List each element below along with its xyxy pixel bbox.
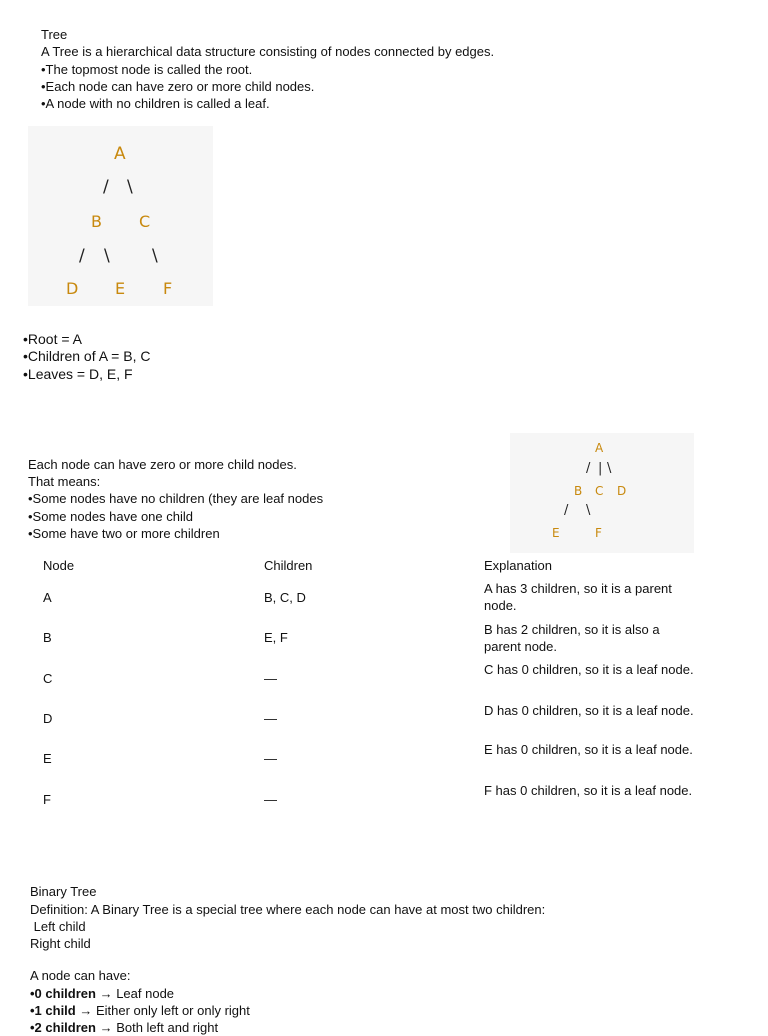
binary-item-text: → Both left and right — [95, 1020, 219, 1035]
table-cell-explanation: B has 2 children, so it is also a parent node. — [484, 622, 660, 654]
tree-edge-c-f: \ — [152, 246, 158, 266]
binary-item-label: •0 children — [30, 986, 96, 1001]
tree2-node-c: C — [595, 484, 604, 498]
tree-node-e: E — [115, 279, 126, 298]
table-cell-explanation: E has 0 children, so it is a leaf node. — [484, 742, 693, 757]
binary-right-child: Right child — [30, 936, 91, 951]
tree2-node-d: D — [617, 484, 627, 498]
section-title-tree: Tree — [41, 27, 68, 42]
binary-item-text: → Leaf node — [95, 986, 175, 1001]
children-bullet-leaf: •Some nodes have no children (they are leaf nodes — [28, 491, 324, 506]
summary-children: •Children of A = B, C — [23, 348, 151, 364]
tree2-node-b: B — [574, 484, 583, 498]
tree-node-b: B — [91, 212, 102, 231]
tree-bullet-leaf: •A node with no children is called a leaf. — [41, 96, 270, 111]
tree-edge-a-b: / — [103, 177, 109, 197]
table-cell-children: — — [264, 751, 277, 766]
table-cell-children: B, C, D — [264, 590, 306, 605]
table-cell-explanation: A has 3 children, so it is a parent node. — [484, 581, 672, 613]
table-cell-children: E, F — [264, 630, 288, 645]
tree2-node-f: F — [595, 526, 602, 540]
table-cell-children: — — [264, 711, 277, 726]
children-bullet-two: •Some have two or more children — [28, 526, 220, 541]
tree-node-f: F — [163, 279, 173, 298]
tree2-edge-a-c: | — [598, 461, 603, 476]
tree-edge-b-d: / — [79, 246, 85, 266]
table-cell-explanation: C has 0 children, so it is a leaf node. — [484, 662, 694, 677]
binary-item-label: •1 child — [30, 1003, 76, 1018]
table-header-explanation: Explanation — [484, 558, 552, 573]
table-cell-explanation: D has 0 children, so it is a leaf node. — [484, 703, 694, 718]
section-title-binary-tree: Binary Tree — [30, 884, 97, 899]
table-cell-explanation: F has 0 children, so it is a leaf node. — [484, 783, 693, 798]
tree2-edge-a-b: / — [586, 461, 591, 476]
binary-item-0 — [30, 985, 174, 1002]
tree2-edge-b-f: \ — [586, 503, 591, 518]
tree-definition: A Tree is a hierarchical data structure consisting of nodes connected by edges. — [41, 44, 495, 59]
tree2-edge-b-e: / — [564, 503, 569, 518]
tree2-edge-a-d: \ — [607, 461, 612, 476]
tree-edge-b-e: \ — [104, 246, 110, 266]
binary-item-text: → Either only left or only right — [75, 1003, 250, 1018]
binary-item-1 — [30, 1002, 250, 1019]
tree-node-d: D — [66, 279, 79, 298]
table-header-children: Children — [264, 558, 313, 573]
tree-bullet-root: •The topmost node is called the root. — [41, 62, 253, 77]
tree2-node-e: E — [552, 526, 560, 540]
table-cell-node: E — [43, 751, 52, 766]
tree-bullet-children: •Each node can have zero or more child nodes. — [41, 79, 315, 94]
children-means: That means: — [28, 474, 101, 489]
table-cell-children: — — [264, 792, 277, 807]
binary-can-have: A node can have: — [30, 968, 131, 983]
tree-edge-a-c: \ — [127, 177, 133, 197]
table-cell-node: B — [43, 630, 52, 645]
tree2-node-a: A — [595, 441, 604, 455]
children-intro: Each node can have zero or more child nodes. — [28, 457, 297, 472]
binary-left-child: Left child — [30, 919, 86, 934]
children-bullet-one: •Some nodes have one child — [28, 509, 193, 524]
tree-node-a: A — [114, 144, 126, 164]
summary-leaves: •Leaves = D, E, F — [23, 366, 133, 382]
tree-node-c: C — [139, 212, 151, 231]
binary-item-label: •2 children — [30, 1020, 96, 1035]
binary-item-2 — [30, 1019, 218, 1036]
table-cell-node: C — [43, 671, 53, 686]
table-header-node: Node — [43, 558, 75, 573]
binary-definition: Definition: A Binary Tree is a special tree where each node can have at most two children: — [30, 902, 546, 917]
table-cell-children: — — [264, 671, 277, 686]
table-cell-node: A — [43, 590, 52, 605]
tree-diagram-1 — [28, 126, 213, 306]
table-cell-node: F — [43, 792, 51, 807]
summary-root: •Root = A — [23, 331, 82, 347]
tree-diagram-2 — [510, 433, 694, 553]
table-cell-node: D — [43, 711, 53, 726]
